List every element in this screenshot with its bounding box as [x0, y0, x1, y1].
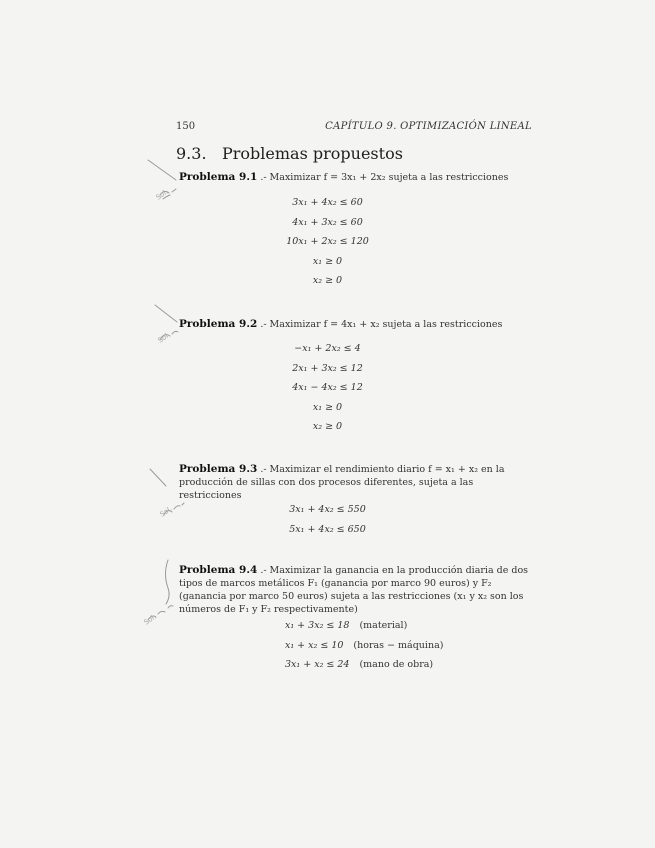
constraint-expression: x₁ + x₂ ≤ 10 — [285, 639, 344, 651]
section-title: Problemas propuestos — [222, 144, 403, 163]
constraint: 3x₁ + 4x₂ ≤ 60 — [292, 197, 363, 208]
chapter-title: CAPÍTULO 9. OPTIMIZACIÓN LINEAL — [325, 121, 532, 132]
section-number: 9.3. — [176, 144, 207, 163]
constraint: 4x₁ + 3x₂ ≤ 60 — [292, 216, 363, 228]
constraint: 4x₁ − 4x₂ ≤ 12 — [292, 382, 363, 393]
page-number: 150 — [176, 121, 196, 132]
problem-text: .- Maximizar la ganancia en la producción diaria de dos tipos de marcos metálicos F₁ (ganancia por marco 90 euros) y F₂ (ganancia por marco 50 euros) sujeta a las restricciones (x₁ y x₂ son los números de F₁ y F₂ respectivamente) — [179, 565, 529, 615]
constraint: −x₁ + 2x₂ ≤ 4 — [294, 343, 361, 354]
annotation-sol: Sol. — [156, 330, 172, 345]
constraint: 3x₁ + 4x₂ ≤ 550 — [289, 504, 366, 515]
pencil-stroke — [148, 160, 176, 180]
pencil-stroke — [166, 560, 170, 604]
constraint: x₂ ≥ 0 — [312, 275, 343, 286]
constraint: x₁ ≥ 0 — [312, 401, 343, 413]
constraint-expression: 3x₁ + x₂ ≤ 24 — [285, 659, 350, 670]
pencil-stroke — [155, 305, 177, 322]
constraint: 5x₁ + 4x₂ ≤ 650 — [289, 523, 366, 535]
problem-label: Problema 9.4 — [179, 564, 258, 576]
problem-label: Problema 9.1 — [179, 171, 258, 183]
constraint: x₂ ≥ 0 — [312, 421, 343, 432]
problem-label: Problema 9.3 — [179, 463, 258, 475]
constraint: x₁ ≥ 0 — [312, 255, 343, 267]
pencil-stroke — [150, 469, 166, 486]
constraint-note: (mano de obra) — [359, 659, 434, 670]
annotation-sol: Sol. — [142, 612, 158, 627]
constraint-note: (horas − máquina) — [353, 639, 444, 651]
constraint-expression: x₁ + 3x₂ ≤ 18 — [285, 620, 350, 631]
problem-text: .- Maximizar f = 3x₁ + 2x₂ sujeta a las restricciones — [260, 172, 509, 183]
annotation-sol: Sol. — [154, 187, 170, 202]
problem-text: .- Maximizar el rendimiento diario f = x₁ + x₂ en la producción de sillas con dos procesos diferentes, sujeta a las restricciones — [179, 464, 505, 501]
constraint: 10x₁ + 2x₂ ≤ 120 — [286, 236, 369, 247]
problem-label: Problema 9.2 — [179, 318, 258, 330]
problem-text: .- Maximizar f = 4x₁ + x₂ sujeta a las restricciones — [260, 319, 503, 330]
annotation-sol: Sol. — [158, 504, 174, 519]
constraint-note: (material) — [359, 620, 408, 631]
constraint: 2x₁ + 3x₂ ≤ 12 — [292, 362, 363, 374]
